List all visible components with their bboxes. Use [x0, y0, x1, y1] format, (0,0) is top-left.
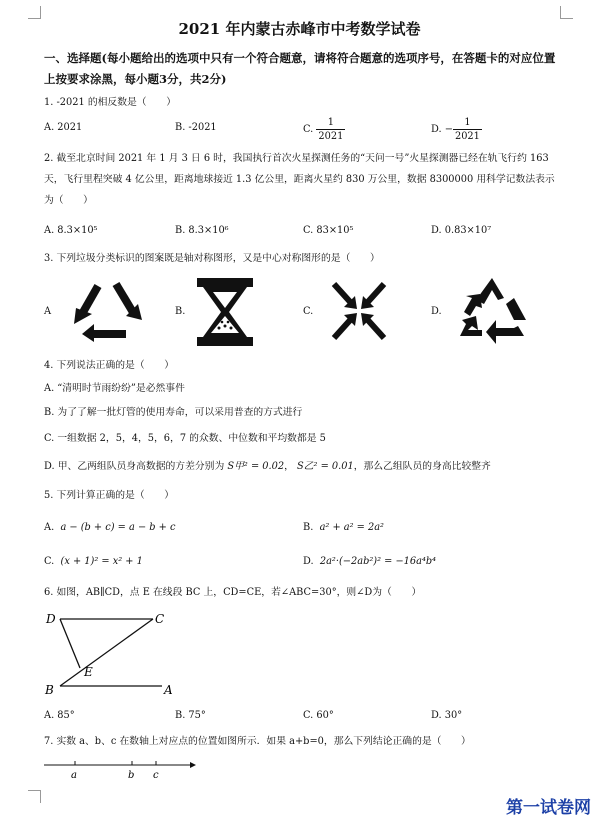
q1-stem: 1. -2021 的相反数是（ ） [44, 97, 176, 108]
q5-option-d: D. 2a²·(−2ab²)² = −16a⁴b⁴ [303, 556, 437, 567]
q3-stem: 3. 下列垃圾分类标识的图案既是轴对称图形，又是中心对称图形的是（ ） [44, 253, 380, 264]
q4-option-a: A. “清明时节雨纷纷”是必然事件 [44, 383, 185, 394]
q5-option-a: A. a − (b + c) = a − b + c [44, 522, 176, 533]
q6-option-b: B. 75° [175, 710, 206, 721]
q3-option-d: D. [431, 306, 442, 317]
q5-stem: 5. 下列计算正确的是（ ） [44, 490, 175, 501]
q1-option-c: C. $\frac{1}{2021}$ [303, 117, 344, 142]
label-b: B [45, 683, 54, 697]
variance-yi: S乙² = 0.01 [297, 461, 354, 472]
variance-jia: S甲² = 0.02 [227, 461, 285, 472]
fraction: $\frac{1}{2021}$ [454, 117, 480, 142]
q3-option-a: A [44, 306, 52, 317]
q4-stem: 4. 下列说法正确的是（ ） [44, 360, 175, 371]
label-e: E [84, 665, 93, 679]
q3-option-b: B. [175, 306, 186, 317]
q6-geometry-figure [40, 606, 190, 698]
recycle-triangle-icon-a [68, 274, 150, 344]
section-heading: 一、选择题(每小题给出的选项中只有一个符合题意，请将符合题意的选项序号，在答题卡的对应位置上按要求涂黑，每小题3分，共2分) [44, 51, 556, 86]
q6-option-c: C. 60° [303, 710, 334, 721]
q2-stem: 2. 截至北京时间 2021 年 1 月 3 日 6 时，我国执行首次火星探测任务的“天问一号”火星探测器已经在轨飞行约 163 天，飞行里程突破 4 亿公里，距离地球接近 1.3 亿公里，距离火星约 830 万公里，数据 8300000 用科学记数法表示为（ ） [44, 153, 555, 206]
q5-option-c: C. (x + 1)² = x² + 1 [44, 556, 143, 567]
label-b: b [128, 770, 135, 781]
q7-stem: 7. 实数 a、b、c 在数轴上对应点的位置如图所示．如果 a+b=0，那么下列结论正确的是（ ） [44, 736, 471, 747]
label-a: A [164, 683, 173, 697]
q1-option-a: A. 2021 [44, 122, 83, 133]
converging-arrows-icon-c [330, 280, 388, 342]
q2-option-a: A. 8.3×10⁵ [44, 225, 98, 236]
q2-option-c: C. 83×10⁵ [303, 225, 354, 236]
q6-option-d: D. 30° [431, 710, 463, 721]
hourglass-icon-b [195, 276, 255, 348]
fraction: $\frac{1}{2021}$ [318, 117, 344, 142]
crop-mark-bottom-left [28, 790, 41, 803]
label-c: c [153, 770, 159, 781]
label-c: C [155, 612, 165, 626]
q1-option-b: B. -2021 [175, 122, 217, 133]
q2-option-b: B. 8.3×10⁶ [175, 225, 229, 236]
q4-option-c: C. 一组数据 2，5，4，5，6，7 的众数、中位数和平均数都是 5 [44, 433, 326, 444]
label-d: D [46, 612, 56, 626]
q7-number-line [40, 756, 200, 784]
label-a: a [71, 770, 77, 781]
q6-option-a: A. 85° [44, 710, 75, 721]
recycle-icon-d [456, 274, 528, 346]
page-title: 2021 年内蒙古赤峰市中考数学试卷 [178, 20, 421, 38]
q3-option-c: C. [303, 306, 314, 317]
site-watermark: 第一试卷网 [506, 798, 591, 818]
q4-option-b: B. 为了了解一批灯管的使用寿命，可以采用普查的方式进行 [44, 407, 303, 418]
q4-option-d: D. 甲、乙两组队员身高数据的方差分别为 S甲² = 0.02， S乙² = 0.01，那么乙组队员的身高比较整齐 [44, 461, 491, 472]
q1-option-d: D. − $\frac{1}{2021}$ [431, 117, 480, 142]
q5-option-b: B. a² + a² = 2a² [303, 522, 384, 533]
q2-option-d: D. 0.83×10⁷ [431, 225, 492, 236]
q6-stem: 6. 如图，AB∥CD，点 E 在线段 BC 上，CD=CE，若∠ABC=30°，则∠D为（ ） [44, 587, 422, 598]
